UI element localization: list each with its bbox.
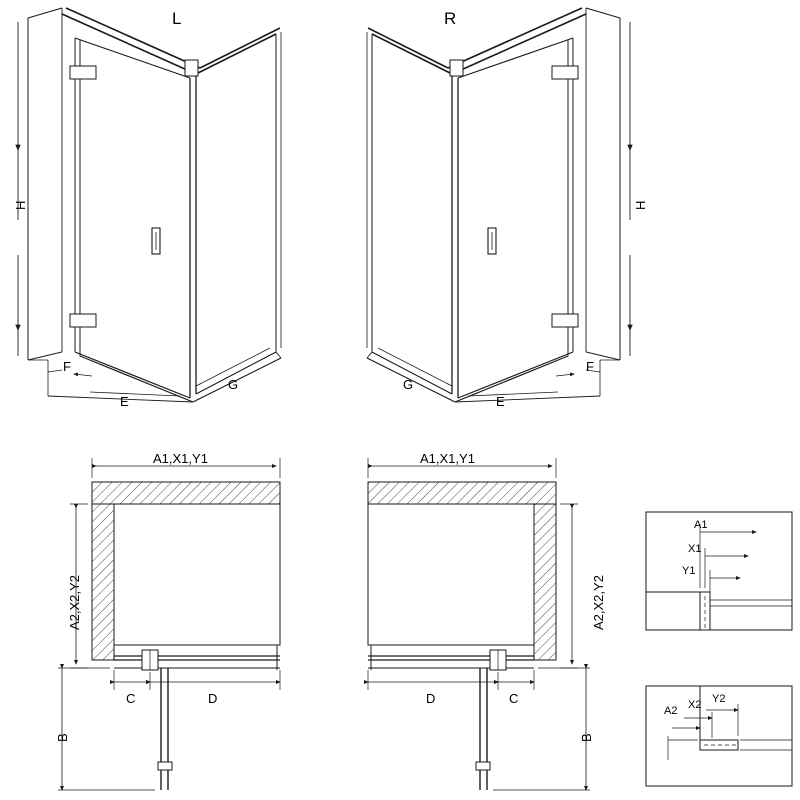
detail-a2-label: A2 [664,705,678,717]
front-short-label-right: F [586,359,594,374]
side-label-right: G [403,377,414,392]
side-depth-label-left: A2,X2,Y2 [67,575,82,630]
iso-view-right [367,8,630,402]
front-long-label-right: E [496,394,505,409]
door-large-label-left: D [208,691,218,706]
variant-label-left: L [172,9,182,28]
detail-y2-label: Y2 [712,693,726,705]
door-small-label-left: C [126,691,136,706]
detail-view-top [646,512,792,630]
plan-view-right [368,458,590,790]
door-large-label-right: D [426,691,436,706]
door-small-label-right: C [509,691,519,706]
side-label-left: G [228,377,239,392]
front-short-label-left: F [63,359,71,374]
height-label-right: H [633,200,648,210]
top-width-label-left: A1,X1,Y1 [153,451,208,466]
height-label-left: H [13,200,28,210]
side-depth-label-right: A2,X2,Y2 [591,575,606,630]
swing-label-right: B [579,733,594,742]
detail-x1-label: X1 [688,543,702,555]
detail-a1-label: A1 [694,519,708,531]
detail-x2-label: X2 [688,699,702,711]
detail-y1-label: Y1 [682,565,696,577]
front-long-label-left: E [120,394,129,409]
swing-label-left: B [55,733,70,742]
plan-view-left [55,458,280,790]
top-width-label-right: A1,X1,Y1 [420,451,475,466]
variant-label-right: R [444,9,457,28]
iso-view-left [18,8,281,402]
